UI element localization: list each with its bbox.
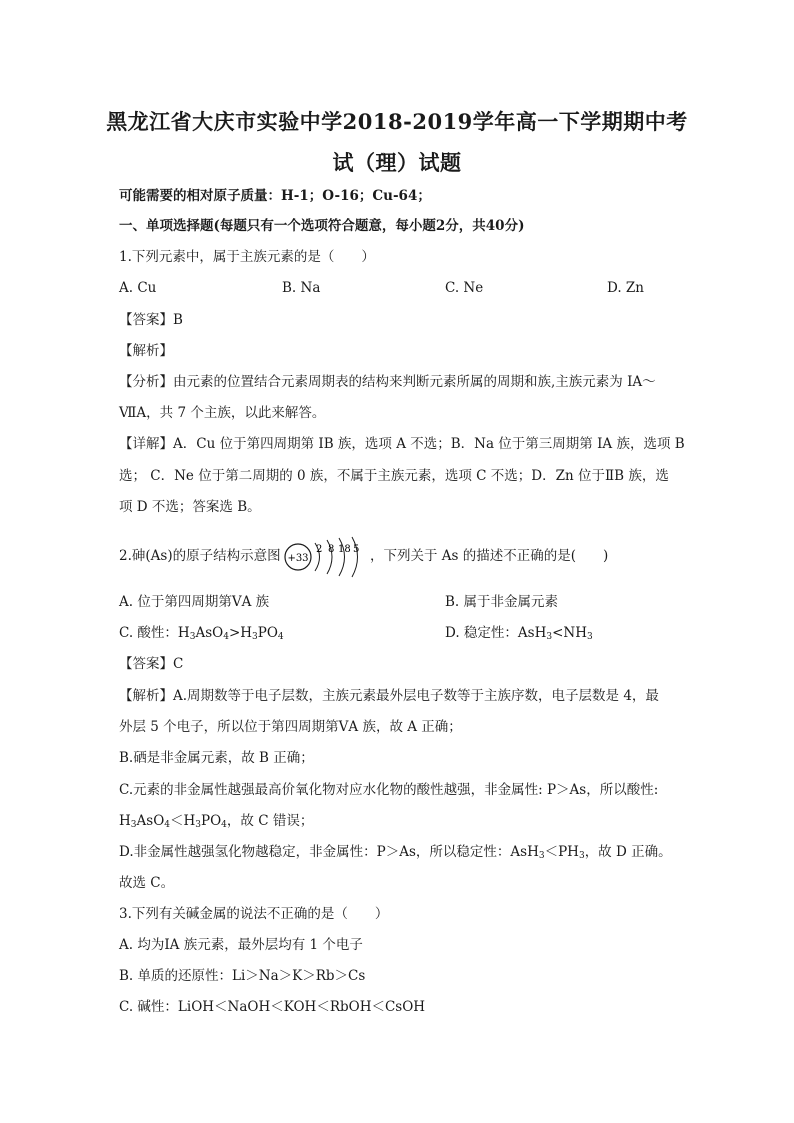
q1-option-c: C. Ne <box>445 280 484 296</box>
question-2-stem-end: ，下列关于 As 的描述不正确的是( ) <box>370 548 609 564</box>
nucleus-charge: +33 <box>287 553 309 564</box>
shell-electron-count: 2 <box>316 544 323 555</box>
electron-shell-arc <box>352 537 358 577</box>
q1-option-d: D. Zn <box>607 280 644 296</box>
q2-option-a: A. 位于第四周期第ⅤA 族 <box>119 594 270 610</box>
atom-diagram-svg <box>282 535 377 579</box>
paper-title-line2: 试（理）试题 <box>332 150 462 175</box>
q2-analysis-line: C.元素的非金属性越强最高价氧化物对应水化物的酸性越强，非金属性: P＞As，所以酸性: <box>119 782 659 798</box>
q1-analysis-line: 选； C．Ne 位于第二周期的 0 族，不属于主族元素，选项 C 不选；D．Zn 位于ⅡB 族，选 <box>119 468 669 484</box>
arsenic-atom-structure-diagram <box>282 535 377 579</box>
q2-option-b: B. 属于非金属元素 <box>445 594 559 610</box>
q2-answer: 【答案】C <box>119 656 184 672</box>
shell-electron-count: 5 <box>353 544 360 555</box>
q2-option-d: D. 稳定性：$AsH_3<NH_3$ <box>445 625 593 642</box>
q3-option-c: C. 碱性：LiOH＜NaOH＜KOH＜RbOH＜CsOH <box>119 999 426 1015</box>
question-2-stem-start: 2.砷(As)的原子结构示意图 <box>119 548 281 564</box>
q3-option-b: B. 单质的还原性：Li＞Na＞K＞Rb＞Cs <box>119 968 366 984</box>
q2-option-c: C. 酸性：$H_3AsO_4>H_3PO_4$ <box>119 625 284 642</box>
q1-option-b: B. Na <box>282 280 321 296</box>
q1-analysis-line: ⅦA，共 7 个主族，以此来解答。 <box>119 405 326 421</box>
q3-option-a: A. 均为ⅠA 族元素，最外层均有 1 个电子 <box>119 937 363 953</box>
q1-answer: 【答案】B <box>119 312 183 328</box>
q1-analysis-line: 【详解】A．Cu 位于第四周期第 IB 族，选项 A 不选；B．Na 位于第三周期第 IA 族，选项 B <box>119 436 685 452</box>
q2-analysis-line: 【解析】A.周期数等于电子层数，主族元素最外层电子数等于主族序数，电子层数是 4，最 <box>119 688 659 704</box>
q2-analysis-line: $H_3AsO_4<H_3PO_4$，故 C 错误； <box>119 813 314 830</box>
section-heading: 一、单项选择题(每题只有一个选项符合题意，每小题2分，共40分) <box>119 218 525 234</box>
question-1-stem: 1.下列元素中，属于主族元素的是（ ） <box>119 249 375 265</box>
q2-analysis-line: 外层 5 个电子，所以位于第四周期第ⅤA 族，故 A 正确； <box>119 719 462 735</box>
q2-analysis-line: 故选 C。 <box>119 875 175 891</box>
q1-analysis-label: 【解析】 <box>119 343 173 359</box>
question-3-stem: 3.下列有关碱金属的说法不正确的是（ ） <box>119 906 389 922</box>
q2-analysis-line: D.非金属性越强氢化物越稳定，非金属性：P＞As，所以稳定性：$AsH_3<PH_3$，故 D 正确。 <box>119 844 672 861</box>
shell-electron-count: 18 <box>338 544 351 555</box>
q1-option-a: A. Cu <box>119 280 157 296</box>
shell-electron-count: 8 <box>328 544 335 555</box>
atomic-masses-note: 可能需要的相对原子质量：H-1；O-16；Cu-64； <box>119 188 431 204</box>
q1-analysis-line: 项 D 不选；答案选 B。 <box>119 499 261 515</box>
q1-analysis-line: 【分析】由元素的位置结合元素周期表的结构来判断元素所属的周期和族,主族元素为 IA～ <box>119 374 656 390</box>
paper-title-line1: 黑龙江省大庆市实验中学2018-2019学年高一下学期期中考 <box>106 109 688 134</box>
q2-analysis-line: B.硒是非金属元素，故 B 正确； <box>119 750 314 766</box>
